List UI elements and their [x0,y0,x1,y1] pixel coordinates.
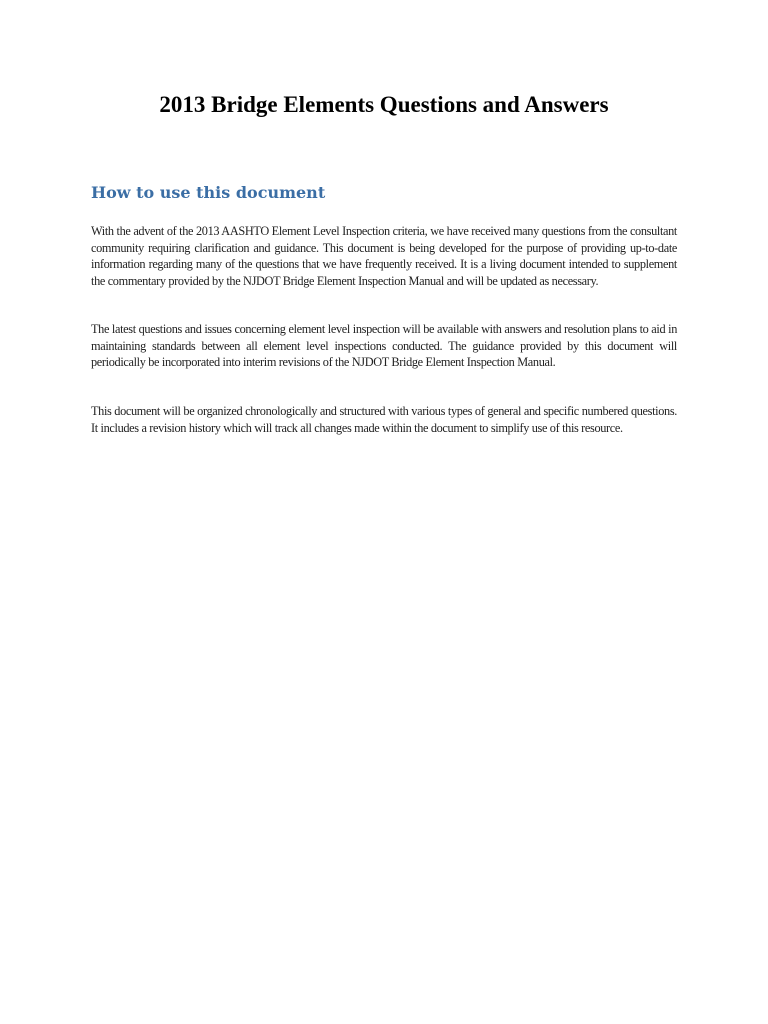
body-paragraph-3: This document will be organized chronologically and structured with various types of general and specific numbered questions. It includes a revision history which will track all changes made within the document to simplify use of this resource. [91,404,677,435]
body-paragraph-2: The latest questions and issues concerning element level inspection will be available with answers and resolution plans to aid in maintaining standards between all element level inspections conducted. The guidance provided by this document will periodically be incorporated into interim revisions of the NJDOT Bridge Element Inspection Manual. [91,322,677,370]
page-title: 2013 Bridge Elements Questions and Answers [159,92,609,117]
section-heading: How to use this document [91,183,326,202]
body-paragraph-1: With the advent of the 2013 AASHTO Element Level Inspection criteria, we have received many questions from the consultant community requiring clarification and guidance. This document is being developed for the purpose of providing up-to-date information regarding many of the questions that we have frequently received. It is a living document intended to supplement the commentary provided by the NJDOT Bridge Element Inspection Manual and will be updated as necessary. [91,224,677,288]
